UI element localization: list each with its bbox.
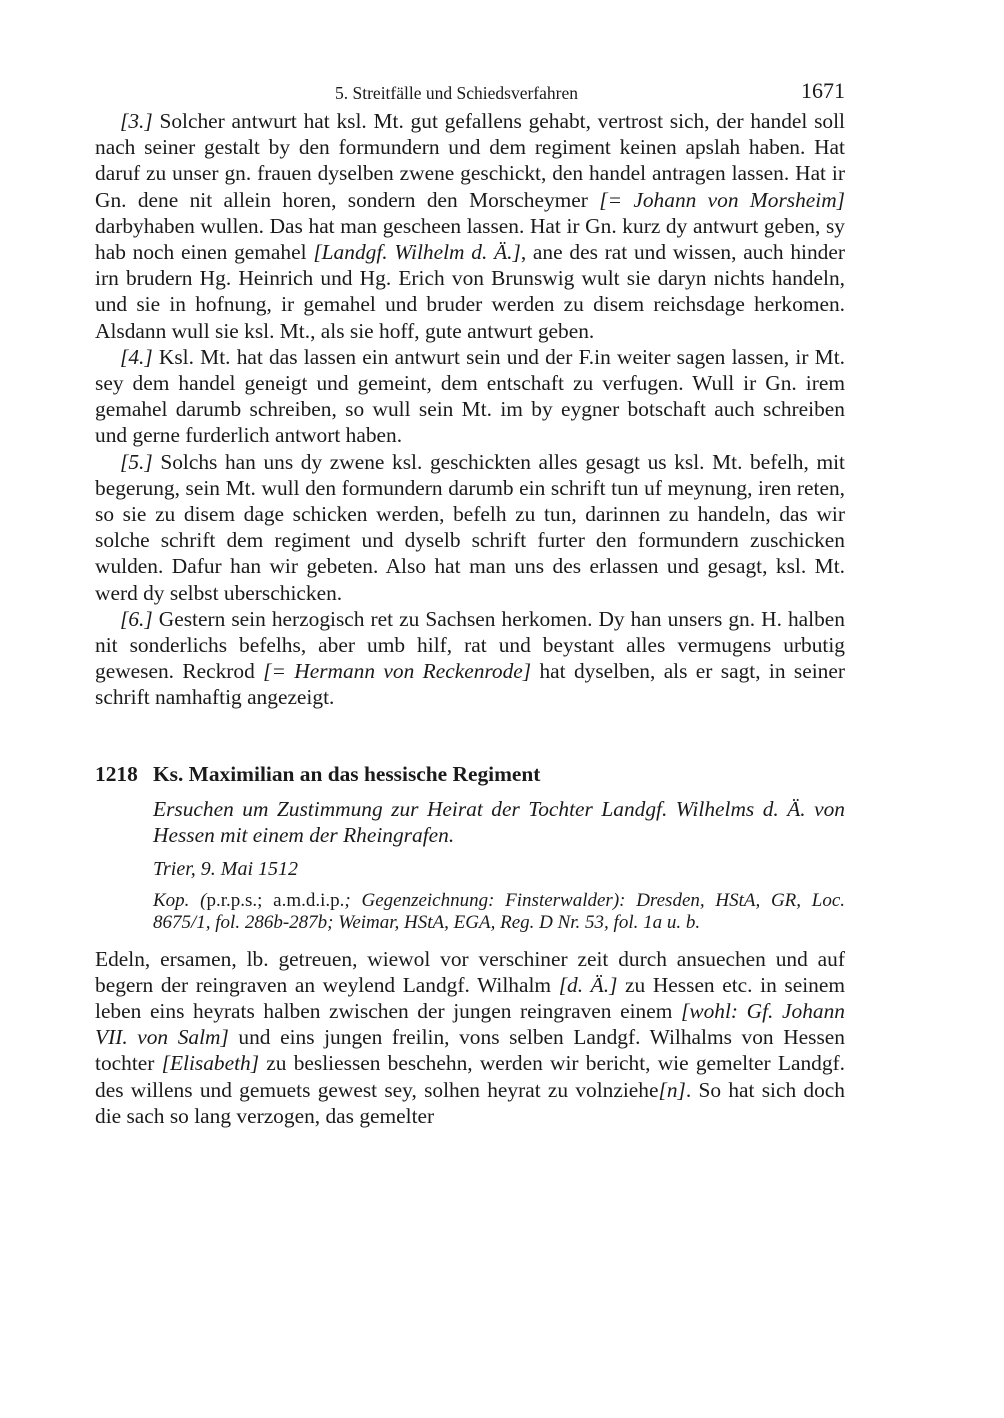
- paragraph-text: hat dyselben, als er sagt, in seiner schrift namhaftig angezeigt.: [95, 659, 845, 710]
- paragraph-6: [95, 606, 845, 711]
- editorial-note: [Landgf. Wilhelm d. Ä.]: [313, 240, 521, 265]
- editorial-note: [Elisabeth]: [161, 1051, 260, 1076]
- source-abbrev: p.r.p.s.;: [206, 889, 263, 911]
- paragraph-marker: [6.]: [120, 606, 153, 631]
- paragraph-text: zu Hessen etc. in seinem leben eins heyrats halben zwischen der jungen reingraven einem: [95, 972, 845, 1024]
- paragraph-text: Gestern sein herzogisch ret zu Sachsen herkomen. Dy han unsers gn. H. halben nit sonderlichs befelhs, aber umb hilf, rat und beystant alles vermugens urbutig gewesen. Reckrod: [95, 606, 845, 684]
- editorial-note: [wohl: Gf. Johann VII. von Salm]: [95, 999, 845, 1050]
- running-head: [95, 78, 845, 108]
- paragraph-5: [95, 449, 845, 606]
- paragraph-marker: [4.]: [120, 344, 153, 369]
- paragraph-text: darbyhaben wullen. Das hat man gescheen lassen. Hat ir Gn. kurz dy antwurt geben, sy hab noch einen gemahel: [95, 213, 845, 265]
- page-number: 1671: [801, 78, 845, 103]
- document-paragraph: [95, 946, 845, 1129]
- report-text: [95, 108, 845, 711]
- paragraph-3: [95, 108, 845, 344]
- document-regest: Ersuchen um Zustimmung zur Heirat der Tochter Landgf. Wilhelms d. Ä. von Hessen mit einem der Rheingrafen.: [153, 796, 845, 848]
- book-page: [95, 78, 845, 1129]
- chapter-title: 5. Streitfälle und Schiedsverfahren: [335, 83, 578, 103]
- paragraph-text: , ane des rat und wissen, auch hinder irn brudern Hg. Heinrich und Hg. Erich von Brunswig wult sie daryn nichts handeln, und sie in hofnung, ir gemahel und bruder werden zu disem reichsdage herkomen. Alsdann wull sie ksl. Mt., als sie hoff, gute antwurt geben.: [95, 240, 845, 343]
- paragraph-text: Ksl. Mt. hat das lassen ein antwurt sein und der F.in weiter sagen lassen, ir Mt. sey dem handel geneigt und gemeint, dem entschaft zu verfugen. Wull ir Gn. irem gemahel darumb schreiben, so wull sein Mt. im by eygner botschaft auch schreiben und gerne furderlich antwort haben.: [95, 344, 845, 448]
- paragraph-marker: [5.]: [120, 449, 153, 474]
- paragraph-text: zu besliessen beschehn, werden wir bericht, wie gemelter Landgf. des willens und gemuets gewest sey, solhen heyrat zu volnziehe: [95, 1051, 845, 1102]
- editorial-note: [n]: [658, 1077, 686, 1102]
- paragraph-marker: [3.]: [120, 109, 153, 133]
- source-text: Kop. (: [153, 889, 207, 911]
- editorial-note: [= Hermann von Reckenrode]: [263, 659, 532, 684]
- document-text: [95, 946, 845, 1129]
- paragraph-4: [95, 344, 845, 449]
- paragraph-text: und eins jungen freilin, vons selben Landgf. Wilhalms von Hessen tochter: [95, 1025, 845, 1076]
- source-text: ; Gegenzeichnung: Finsterwalder): Dresden, HStA, GR, Loc. 8675/1, fol. 286b-287b; Weimar, HStA, EGA, Reg. D Nr. 53, fol. 1a u. b.: [153, 889, 846, 934]
- document-title: Ks. Maximilian an das hessische Regiment: [153, 761, 541, 786]
- editorial-note: [d. Ä.]: [558, 972, 618, 997]
- source-note: [153, 890, 845, 935]
- paragraph-text: Solcher antwurt hat ksl. Mt. gut gefallens gehabt, vertrost sich, der handel soll nach seiner gestalt by den formundern und dem regiment keinen apslah haben. Hat daruf zu unser gn. frauen dyselben zwene geschickt, den handel antragen lassen. Hat ir Gn. dene nit allein horen, sondern den Morscheymer: [95, 109, 845, 212]
- document-heading: [95, 761, 845, 787]
- source-abbrev: a.m.d.i.p.: [262, 889, 345, 911]
- paragraph-text: Solchs han uns dy zwene ksl. geschickten alles gesagt us ksl. Mt. befelh, mit begerung, sein Mt. wull den formundern darumb ein schrift tun uf meynung, iren reten, so sie zu disem dage schicken werden, befelh zu tun, darinnen zu handeln, das wir solche schrift dem regiment und dyselb schrift furter den formundern zuschicken wulden. Dafur han wir gebeten. Also hat man uns des erlassen und gesagt, ksl. Mt. werd dy selbst uberschicken.: [95, 449, 845, 605]
- place-date: Trier, 9. Mai 1512: [153, 857, 299, 880]
- editorial-note: [= Johann von Morsheim]: [599, 187, 845, 212]
- paragraph-text: . So hat sich doch die sach so lang verzogen, das gemelter: [95, 1077, 845, 1128]
- paragraph-text: Edeln, ersamen, lb. getreuen, wiewol vor verschiner zeit durch ansuechen und auf begern der reingraven an weylend Landgf. Wilhalm: [95, 946, 845, 997]
- document-number: 1218: [95, 761, 138, 786]
